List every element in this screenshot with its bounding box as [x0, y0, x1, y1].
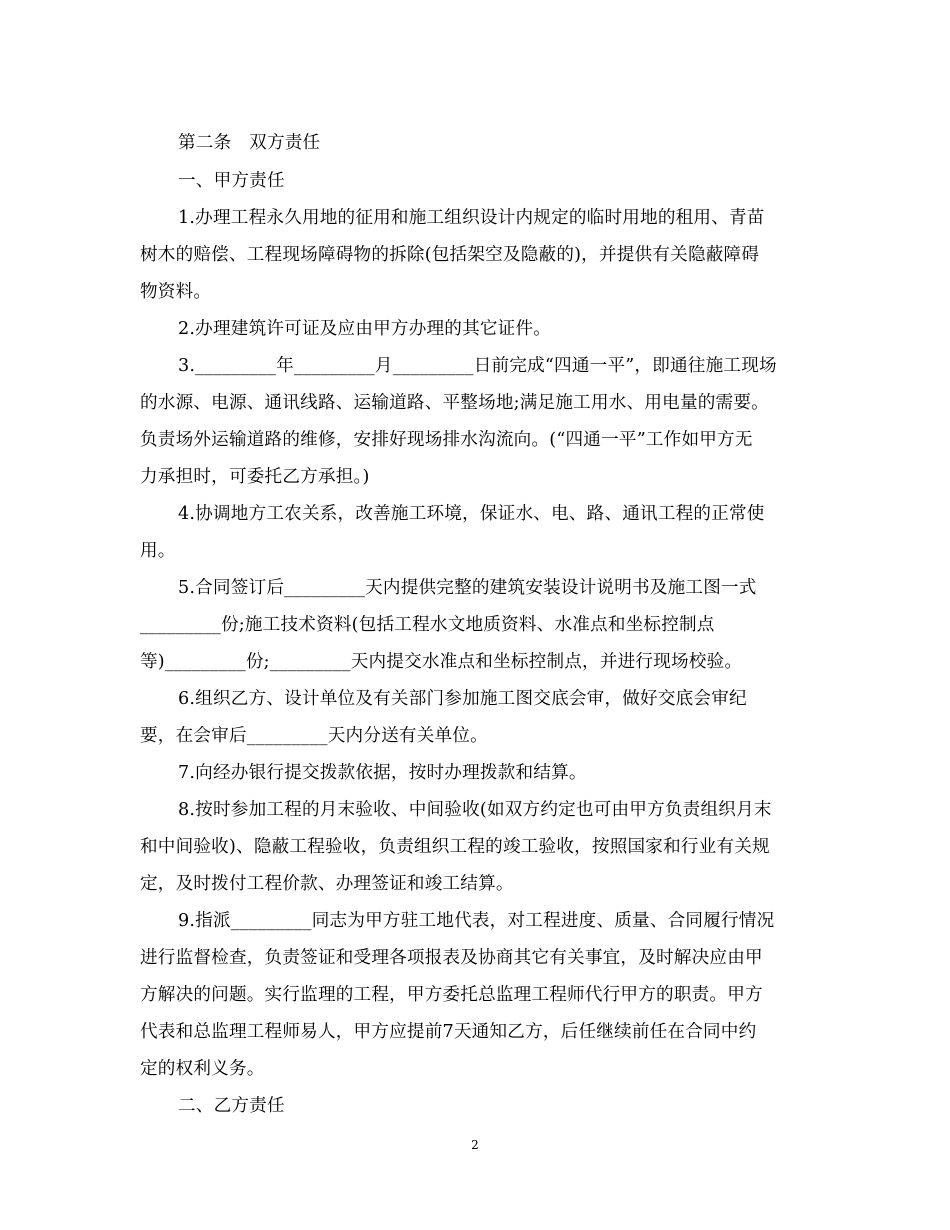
paragraph-line: 5.合同签订后_________天内提供完整的建筑安装设计说明书及施工图一式 — [178, 578, 757, 598]
paragraph-line: 8.按时参加工程的月末验收、中间验收(如双方约定也可由甲方负责组织月末 — [178, 800, 772, 820]
paragraph-line: 和中间验收)、隐蔽工程验收，负责组织工程的竣工验收，按照国家和行业有关规 — [140, 837, 770, 857]
paragraph-line: 1.办理工程永久用地的征用和施工组织设计内规定的临时用地的租用、青苗 — [178, 208, 765, 228]
paragraph-line: 4.协调地方工农关系，改善施工环境，保证水、电、路、通讯工程的正常使 — [178, 504, 765, 524]
paragraph-line: 树木的赔偿、工程现场障碍物的拆除(包括架空及隐蔽的)，并提供有关隐蔽障碍 — [140, 245, 760, 265]
paragraph-line: 2.办理建筑许可证及应由甲方办理的其它证件。 — [178, 319, 552, 339]
paragraph-line: 负责场外运输道路的维修，安排好现场排水沟流向。(“四通一平”工作如甲方无 — [140, 430, 753, 450]
page-number: 2 — [471, 1138, 479, 1152]
paragraph-line: 3._________年_________月_________日前完成“四通一平”，即通往施工现场 — [178, 356, 777, 376]
subsection-heading: 二、乙方责任 — [178, 1096, 285, 1116]
paragraph-line: 的水源、电源、通讯线路、运输道路、平整场地;满足施工用水、用电量的需要。 — [140, 393, 769, 413]
paragraph-line: 物资料。 — [140, 282, 212, 302]
paragraph-line: 用。 — [140, 541, 176, 561]
paragraph-line: 9.指派_________同志为甲方驻工地代表，对工程进度、质量、合同履行情况 — [178, 911, 775, 931]
paragraph-line: _________份;施工技术资料(包括工程水文地质资料、水准点和坐标控制点 — [140, 615, 715, 635]
subsection-heading: 一、甲方责任 — [178, 171, 285, 191]
paragraph-line: 7.向经办银行提交拨款依据，按时办理拨款和结算。 — [178, 763, 587, 783]
paragraph-line: 等)_________份;_________天内提交水准点和坐标控制点，并进行现场校验。 — [140, 652, 743, 672]
section-heading: 第二条 双方责任 — [178, 133, 321, 153]
paragraph-line: 进行监督检查，负责签证和受理各项报表及协商其它有关事宜，及时解决应由甲 — [140, 948, 763, 968]
paragraph-line: 代表和总监理工程师易人，甲方应提前7天通知乙方，后任继续前任在合同中约 — [140, 1022, 757, 1042]
paragraph-line: 方解决的问题。实行监理的工程，甲方委托总监理工程师代行甲方的职责。甲方 — [140, 985, 763, 1005]
paragraph-line: 定，及时拨付工程价款、办理签证和竣工结算。 — [140, 874, 514, 894]
paragraph-line: 6.组织乙方、设计单位及有关部门参加施工图交底会审，做好交底会审纪 — [178, 689, 747, 709]
paragraph-line: 力承担时，可委托乙方承担。) — [140, 467, 370, 487]
paragraph-line: 定的权利义务。 — [140, 1059, 265, 1079]
paragraph-line: 要，在会审后_________天内分送有关单位。 — [140, 726, 488, 746]
